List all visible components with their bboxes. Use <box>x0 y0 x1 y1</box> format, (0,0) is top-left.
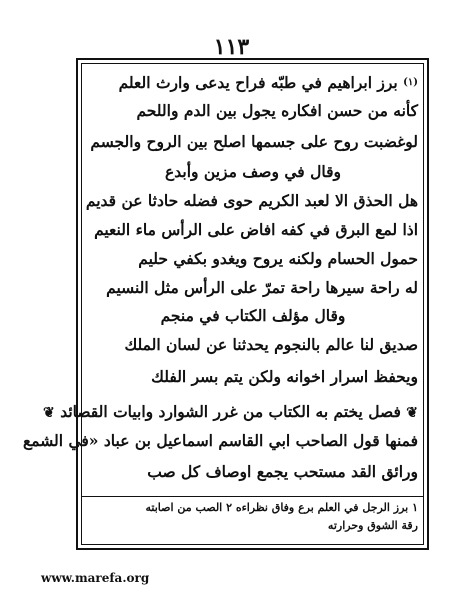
chapter-heading-text: فصل يختم به الكتاب من غرر الشوارد وابيات القصائد <box>60 402 401 421</box>
text-line-3: لوغضبت روح على جسمها اصلح بين الروح والجسم <box>90 132 418 151</box>
text-line-1 <box>88 72 418 94</box>
ornament-left-icon: ❦ <box>43 405 55 421</box>
section-heading-barber: وقال في وصف مزين وأبدع <box>165 162 341 181</box>
section-heading-astrologer: وقال مؤلف الكتاب في منجم <box>160 306 346 325</box>
line-text: برز ابراهيم في طبّه فراح يدعى وارث العلم <box>118 73 398 92</box>
text-line-5: هل الحذق الا لعبد الكريم حوى فضله حادثا عن قديم <box>85 191 418 210</box>
footnote-line-1: ١ برز الرجل في العلم برع وفاق نظراءه ٢ الصب من اصابته <box>145 501 418 514</box>
text-line-6: اذا لمع البرق في كفه افاض على الرأس ماء النعيم <box>94 220 418 239</box>
footnote-marker: (١) <box>403 77 418 88</box>
text-line-13: فمنها قول الصاحب ابي القاسم اسماعيل بن عباد «في الشمع <box>23 431 418 450</box>
text-line-10: صديق لنا عالم بالنجوم يحدثنا عن لسان الملك <box>124 335 418 354</box>
text-line-14: ورائق القد مستحب يجمع اوصاف كل صب <box>147 462 418 481</box>
chapter-heading <box>43 401 418 424</box>
text-line-2: كأنه من حسن افكاره يجول بين الدم واللحم <box>136 101 418 120</box>
footnote-line-2: رقة الشوق وحرارته <box>327 519 418 532</box>
text-line-7: حمول الحسام ولكنه يروح ويغدو بكفي حليم <box>138 249 418 268</box>
page-number: ١١٣ <box>213 34 250 60</box>
footnote-divider <box>82 496 423 497</box>
source-url: www.marefa.org <box>41 571 150 585</box>
text-line-11: ويحفظ اسرار اخوانه ولكن يتم بسر الفلك <box>151 367 418 386</box>
ornament-right-icon: ❦ <box>406 405 418 421</box>
text-line-8: له راحة سيرها راحة تمرّ على الرأس مثل النسيم <box>106 278 418 297</box>
